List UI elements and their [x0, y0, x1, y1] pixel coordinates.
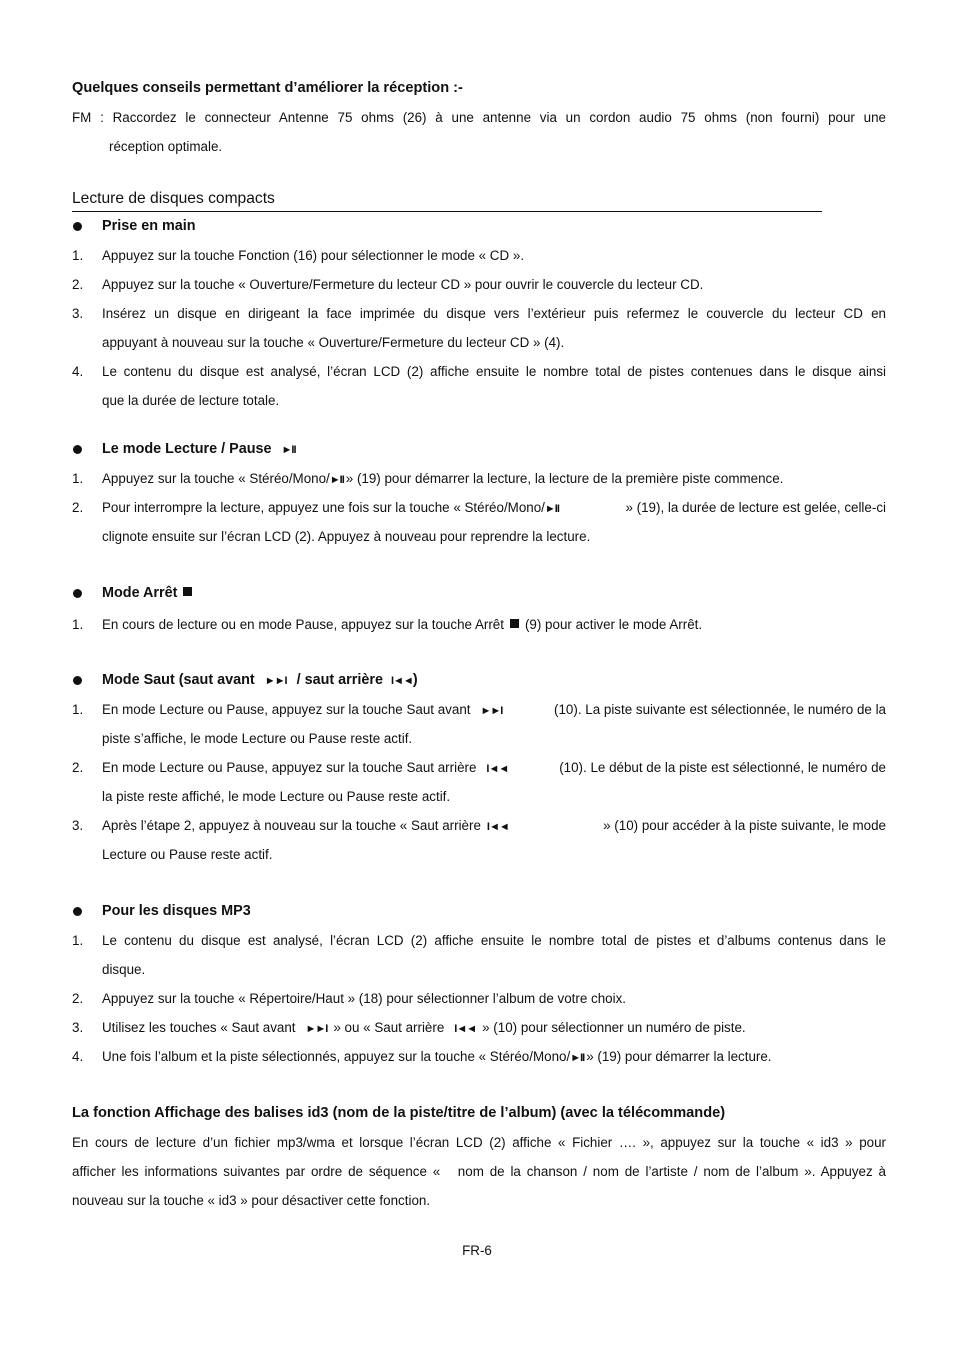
skip-forward-icon: ►►I: [305, 1023, 328, 1035]
list-item: 2. Appuyez sur la touche « Répertoire/Haut » (18) pour sélectionner l’album de votre choix.: [72, 991, 627, 1006]
play-pause-icon: ►II: [281, 444, 296, 456]
item-text: » (10) pour sélectionner un numéro de piste.: [482, 1020, 746, 1035]
reception-title: Quelques conseils permettant d’améliorer la réception :-: [72, 80, 463, 96]
fm-tip-line-2: réception optimale.: [109, 139, 223, 154]
skip-forward-icon: ►►I: [480, 705, 503, 717]
id3-title: La fonction Affichage des balises id3 (nom de la piste/titre de l’album) (avec la télécommande): [72, 1105, 726, 1121]
mp3-title: Pour les disques MP3: [102, 903, 251, 919]
play-pause-icon: ►II: [544, 503, 559, 515]
list-item: 3. Utilisez les touches « Saut avant ►►I » ou « Saut arrière I◄◄ » (10) pour sélectionner un numéro de piste.: [72, 1020, 746, 1035]
item-text: Utilisez les touches « Saut avant: [102, 1020, 296, 1035]
stop-section: [72, 579, 886, 639]
section-underline: [72, 211, 822, 212]
mp3-section: [72, 897, 886, 1071]
item-text: En cours de lecture ou en mode Pause, appuyez sur la touche Arrêt: [102, 617, 504, 632]
skip-section: [72, 666, 886, 869]
skip-back-icon: I◄◄: [390, 675, 413, 687]
item-text-cont: disque.: [102, 962, 146, 977]
item-text: (10). Le début de la piste est sélectionné, le numéro de: [559, 760, 886, 775]
skip-forward-icon: ►►I: [264, 675, 287, 687]
list-item: 2. Pour interrompre la lecture, appuyez une fois sur la touche « Stéréo/Mono/►II » (19), la durée de lecture est gelée, celle-ci clignote ensuite sur l’écran LCD (2). Appuyez à nouveau pour reprendre la lecture.: [72, 493, 886, 551]
item-text: Appuyez sur la touche « Stéréo/Mono/: [102, 471, 330, 486]
item-line: [102, 695, 886, 724]
fm-tip-line-1: FM : Raccordez le connecteur Antenne 75 ohms (26) à une antenne via un cordon audio 75 ohms (non fourni) pour une: [72, 110, 886, 125]
skip-back-icon: I◄◄: [486, 763, 509, 775]
id3-line-2: afficher les informations suivantes par ordre de séquence « nom de la chanson / nom de l’artiste / nom de l’album ». Appuyez à: [72, 1164, 886, 1179]
item-number: 1.: [72, 248, 84, 263]
stop-icon: [510, 619, 519, 628]
item-line: [102, 753, 886, 782]
item-text-cont: clignote ensuite sur l’écran LCD (2). Appuyez à nouveau pour reprendre la lecture.: [102, 529, 591, 544]
prise-en-main-title: Prise en main: [102, 218, 196, 234]
prise-en-main-heading: [72, 212, 886, 241]
mp3-heading: [72, 897, 886, 926]
item-text: (10). La piste suivante est sélectionnée, le numéro de la: [554, 702, 886, 717]
list-item: 1. Appuyez sur la touche « Stéréo/Mono/►II » (19) pour démarrer la lecture, la lecture de la première piste commence.: [72, 471, 784, 486]
item-number: 2.: [72, 277, 84, 292]
cd-section: [72, 186, 886, 415]
play-pause-heading: [72, 435, 886, 464]
list-item: [72, 241, 886, 270]
skip-back-icon: I◄◄: [486, 821, 509, 833]
item-text: » (19) pour démarrer la lecture.: [586, 1049, 772, 1064]
list-item: 1. Le contenu du disque est analysé, l’écran LCD (2) affiche ensuite le nombre total de pistes et d’albums contenus dans le disque.: [72, 926, 886, 984]
list-item: 2. En mode Lecture ou Pause, appuyez sur la touche Saut arrière I◄◄ (10). Le début de la piste est sélectionné, le numéro de la piste reste affiché, le mode Lecture ou Pause reste actif.: [72, 753, 886, 811]
item-text: En mode Lecture ou Pause, appuyez sur la touche Saut avant: [102, 702, 471, 717]
id3-line-1: En cours de lecture d’un fichier mp3/wma et lorsque l’écran LCD (2) affiche « Fichier …. », appuyez sur la touche « id3 » pour: [72, 1135, 886, 1150]
play-pause-title: Le mode Lecture / Pause: [102, 441, 272, 457]
list-item: 1. En cours de lecture ou en mode Pause, appuyez sur la touche Arrêt (9) pour activer le mode Arrêt.: [72, 617, 703, 632]
item-text: En mode Lecture ou Pause, appuyez sur la touche Saut arrière: [102, 760, 477, 775]
list-item: 3. Après l’étape 2, appuyez à nouveau sur la touche « Saut arrière I◄◄ » (10) pour accéder à la piste suivante, le mode Lecture ou Pause reste actif.: [72, 811, 886, 869]
item-line: [102, 811, 886, 840]
stop-title: Mode Arrêt: [102, 585, 178, 601]
item-text: Pour interrompre la lecture, appuyez une fois sur la touche « Stéréo/Mono/: [102, 500, 545, 515]
item-text: » (19), la durée de lecture est gelée, celle-ci: [625, 500, 886, 515]
list-item: 1. En mode Lecture ou Pause, appuyez sur la touche Saut avant ►►I (10). La piste suivante est sélectionnée, le numéro de la piste s’affiche, le mode Lecture ou Pause reste actif.: [72, 695, 886, 753]
item-text: Le contenu du disque est analysé, l’écran LCD (2) affiche ensuite le nombre total de pistes et d’albums contenus dans le: [102, 933, 886, 948]
stop-icon: [183, 587, 192, 596]
list-item: [72, 357, 886, 415]
item-line: [102, 493, 886, 522]
play-pause-icon: ►II: [570, 1052, 585, 1064]
skip-heading: [72, 666, 886, 695]
item-text: Le contenu du disque est analysé, l’écran LCD (2) affiche ensuite le nombre total de pistes contenues dans le disque ainsi: [102, 364, 886, 379]
item-text: » (10) pour accéder à la piste suivante, le mode: [603, 818, 886, 833]
skip-title-c: ): [412, 672, 418, 688]
item-text-cont: que la durée de lecture totale.: [102, 393, 280, 408]
play-pause-icon: ►II: [329, 474, 344, 486]
skip-back-icon: I◄◄: [454, 1023, 477, 1035]
skip-title-a: Mode Saut (saut avant: [102, 672, 255, 688]
item-text-cont: piste s’affiche, le mode Lecture ou Pause reste actif.: [102, 731, 413, 746]
reception-section: [72, 74, 886, 161]
item-number: 3.: [72, 306, 84, 321]
item-text-cont: Lecture ou Pause reste actif.: [102, 847, 273, 862]
id3-line-3: nouveau sur la touche « id3 » pour désactiver cette fonction.: [72, 1193, 431, 1208]
item-text: Appuyez sur la touche Fonction (16) pour sélectionner le mode « CD ».: [102, 248, 525, 263]
stop-heading: [72, 579, 886, 608]
list-item: 4. Une fois l’album et la piste sélectionnés, appuyez sur la touche « Stéréo/Mono/►II » (19) pour démarrer la lecture.: [72, 1049, 772, 1064]
play-pause-section: [72, 435, 886, 551]
item-text-cont: la piste reste affiché, le mode Lecture ou Pause reste actif.: [102, 789, 451, 804]
item-text: » ou « Saut arrière: [333, 1020, 445, 1035]
item-text: Une fois l’album et la piste sélectionnés, appuyez sur la touche « Stéréo/Mono/: [102, 1049, 571, 1064]
list-item: [72, 299, 886, 357]
item-text: Appuyez sur la touche « Répertoire/Haut » (18) pour sélectionner l’album de votre choix.: [102, 991, 627, 1006]
page-number: FR-6: [462, 1243, 492, 1258]
item-text: Insérez un disque en dirigeant la face imprimée du disque vers l’extérieur puis refermez le couvercle du lecteur CD en: [102, 306, 886, 321]
item-text: (9) pour activer le mode Arrêt.: [524, 617, 703, 632]
item-text: Après l’étape 2, appuyez à nouveau sur la touche « Saut arrière: [102, 818, 481, 833]
list-item: [72, 270, 886, 299]
item-text-cont: appuyant à nouveau sur la touche « Ouverture/Fermeture du lecteur CD » (4).: [102, 335, 565, 350]
cd-section-title: Lecture de disques compacts: [72, 190, 275, 207]
skip-title-b: / saut arrière: [296, 672, 383, 688]
item-text: Appuyez sur la touche « Ouverture/Fermeture du lecteur CD » pour ouvrir le couvercle du lecteur CD.: [102, 277, 704, 292]
item-text: » (19) pour démarrer la lecture, la lecture de la première piste commence.: [345, 471, 784, 486]
item-number: 4.: [72, 364, 84, 379]
id3-section: [72, 1099, 886, 1215]
